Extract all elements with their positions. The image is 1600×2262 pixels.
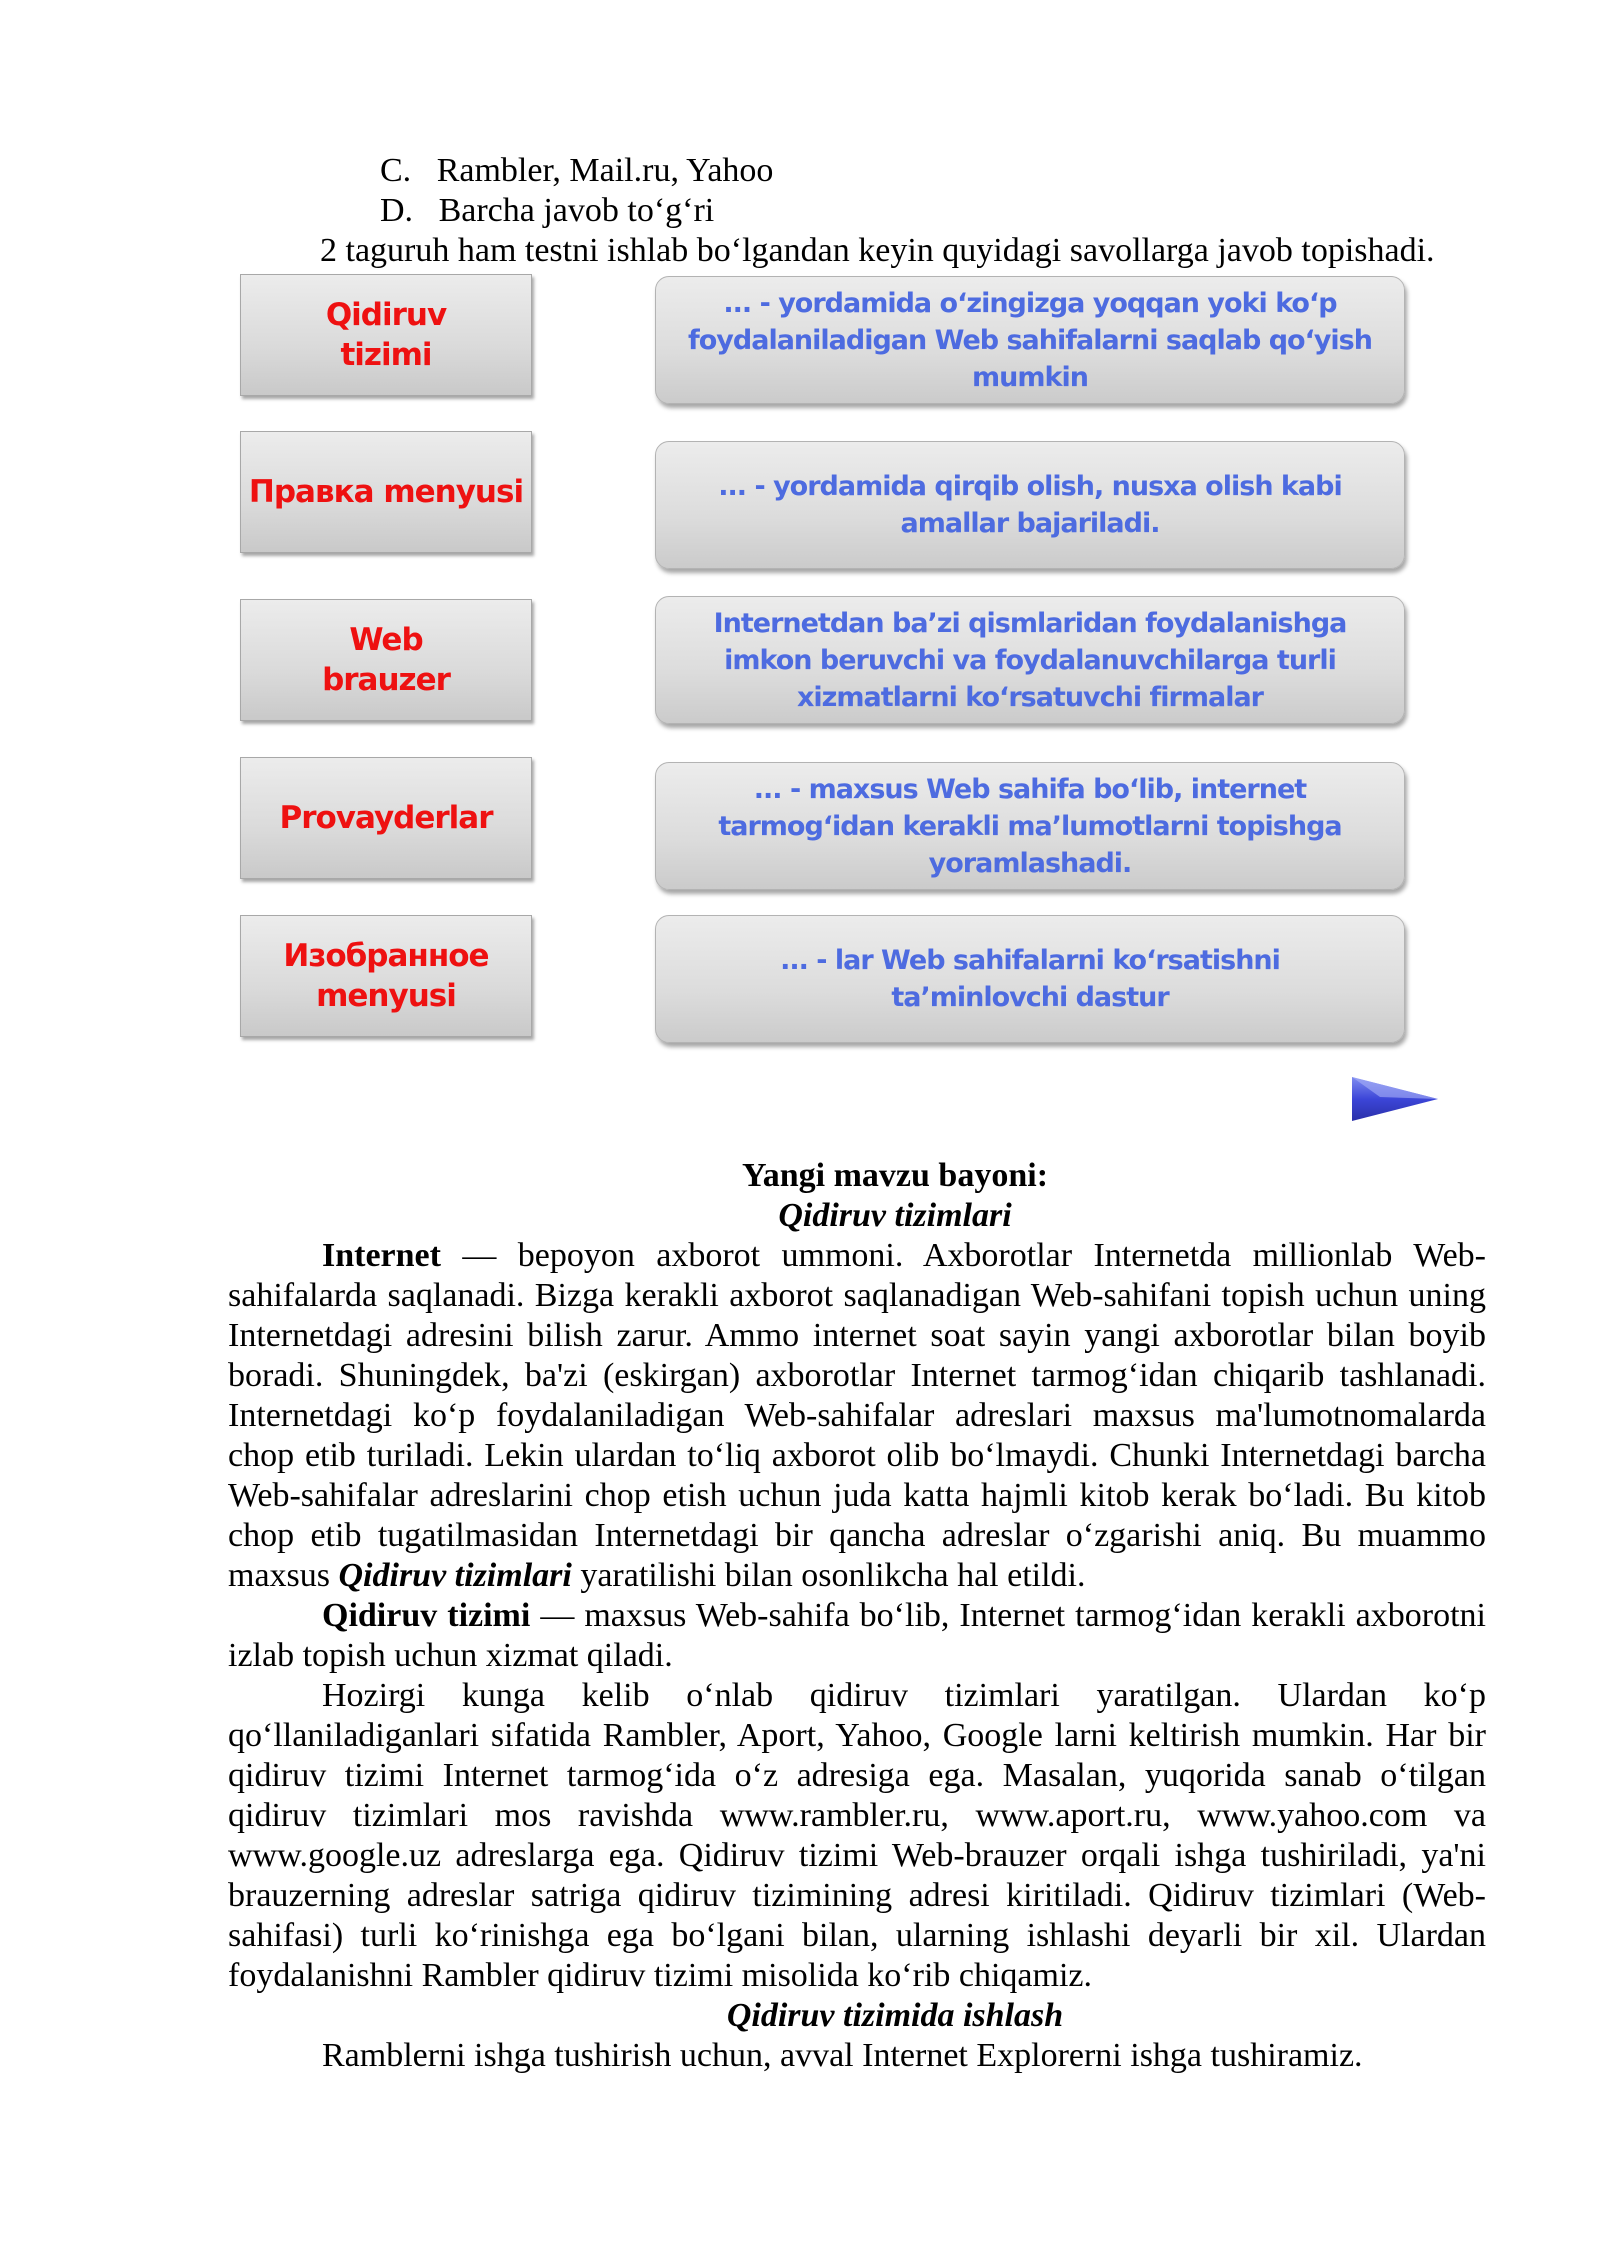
- subsection-title: Qidiruv tizimida ishlash: [726, 1997, 1064, 2034]
- paragraph-text: Ramblerni ishga tushirish uchun, avval Internet Explorerni ishga tushiramiz.: [322, 2037, 1363, 2074]
- term-box-search-system[interactable]: [240, 274, 532, 396]
- term-label: tizimi: [340, 337, 432, 373]
- section-title: Yangi mavzu bayoni:: [741, 1157, 1049, 1194]
- option-c: [380, 151, 773, 191]
- definition-line: xizmatlarni ko‘rsatuvchi firmalar: [796, 681, 1263, 713]
- definition-line: yoramlashadi.: [928, 847, 1132, 879]
- term-box-edit-menu[interactable]: [240, 431, 532, 553]
- term-label: Qidiruv: [325, 297, 447, 333]
- paragraph-internet: [228, 1236, 1486, 1596]
- definition-line: ... - maxsus Web sahifa bo‘lib, internet: [753, 773, 1307, 805]
- definition-box-4[interactable]: [655, 762, 1405, 890]
- instruction-text: 2 taguruh ham testni ishlab bo‘lgandan keyin quyidagi savollarga javob topishadi.: [320, 232, 1435, 269]
- definition-line: ... - lar Web sahifalarni ko‘rsatishni: [780, 945, 1280, 976]
- paragraph-text: — maxsus Web-sahifa bo‘lib, Internet tarmog‘idan kerakli axborotni izlab topish uchun xizmat qiladi.: [228, 1597, 1486, 1674]
- definition-line: ... - yordamida o‘zingizga yoqqan yoki ko‘p: [723, 287, 1337, 319]
- term-label: Изобранное: [283, 938, 489, 974]
- option-d: [380, 191, 714, 231]
- term-search-system: Qidiruv tizimi: [322, 1597, 531, 1634]
- paragraph-text: yaratilishi bilan osonlikcha hal etildi.: [571, 1557, 1086, 1594]
- definition-box-3[interactable]: [655, 596, 1405, 724]
- paragraph-text: — bepoyon axborot ummoni. Axborotlar Internetda millionlab Web-sahifalarda saqlanadi. Bizga kerakli axborot saqlanadigan Web-sahifani topish uchun uning Internetdagi adresini bilish zarur. Ammo internet soat sayin yangi axborotlar bilan boyib boradi. Shuningdek, ba'zi (eskirgan) axborotlar Internet tarmog‘idan chiqarib tashlanadi. Internetdagi ko‘p foydalaniladigan Web-sahifalar adreslari maxsus ma'lumotnomalarda chop etib turiladi. Lekin ulardan to‘liq axborot olib bo‘lmaydi. Chunki Internetdagi barcha Web-sahifalar adreslarini chop etish uchun juda katta hajmli kitob kerak bo‘ladi. Bu kitob chop etib tugatilmasidan Internetdagi bir qancha adreslar o‘zgarishi aniq. Bu muammo maxsus: [228, 1237, 1486, 1594]
- paragraph-search-systems-list: [228, 1676, 1486, 1996]
- definition-line: imkon beruvchi va foydalanuvchilarga turli: [724, 644, 1336, 676]
- term-label: Provayderlar: [279, 800, 493, 836]
- term-box-providers[interactable]: [240, 757, 532, 879]
- term-label: Правка menyusi: [248, 474, 524, 510]
- option-c-text: Rambler, Mail.ru, Yahoo: [436, 152, 774, 189]
- definition-box-1[interactable]: [655, 276, 1405, 404]
- definition-box-2[interactable]: [655, 441, 1405, 569]
- term-label: menyusi: [316, 978, 456, 1014]
- term-internet: Internet: [322, 1237, 441, 1274]
- definition-line: ... - yordamida qirqib olish, nusxa olish kabi: [718, 471, 1342, 502]
- emphasis-search-systems: Qidiruv tizimlari: [338, 1557, 572, 1594]
- term-label: brauzer: [322, 662, 450, 698]
- term-box-web-browser[interactable]: [240, 599, 532, 721]
- definition-box-5[interactable]: [655, 915, 1405, 1043]
- term-label: Web: [349, 622, 423, 658]
- paragraph-rambler-start: [228, 2036, 1486, 2076]
- paragraph-search-system-definition: [228, 1596, 1486, 1676]
- term-box-favorites-menu[interactable]: [240, 915, 532, 1037]
- option-d-letter: D.: [380, 192, 414, 229]
- option-c-letter: C.: [380, 152, 412, 189]
- definition-line: amallar bajariladi.: [900, 508, 1160, 539]
- definition-line: foydalaniladigan Web sahifalarni saqlab qo‘yish: [688, 324, 1372, 356]
- definition-line: ta’minlovchi dastur: [891, 982, 1169, 1013]
- definition-line: Internetdan ba’zi qismlaridan foydalanishga: [713, 607, 1347, 639]
- definition-line: tarmog‘idan kerakli ma’lumotlarni topishga: [718, 810, 1342, 842]
- paragraph-text: Hozirgi kunga kelib o‘nlab qidiruv tizimlari yaratilgan. Ulardan ko‘p qo‘llaniladiganlari sifatida Rambler, Aport, Yahoo, Google larni keltirish mumkin. Har bir qidiruv tizimi Internet tarmog‘ida o‘z adresiga ega. Masalan, yuqorida sanab o‘tilgan qidiruv tizimlari mos ravishda www.rambler.ru, www.aport.ru, www.yahoo.com va www.google.uz adreslarga ega. Qidiruv tizimi Web-brauzer orqali ishga tushiriladi, ya'ni brauzerning adreslar satriga qidiruv tizimining adresi kiritiladi. Qidiruv tizimlari (Web-sahifasi) turli ko‘rinishga ega bo‘lgani bilan, ularning ishlashi deyarli bir xil. Ulardan foydalanishni Rambler qidiruv tizimi misolida ko‘rib chiqamiz.: [228, 1677, 1486, 1994]
- section-subtitle: Qidiruv tizimlari: [778, 1197, 1012, 1234]
- definition-line: mumkin: [972, 361, 1088, 393]
- option-d-text: Barcha javob to‘g‘ri: [438, 192, 715, 229]
- next-arrow-icon[interactable]: [1350, 1075, 1440, 1123]
